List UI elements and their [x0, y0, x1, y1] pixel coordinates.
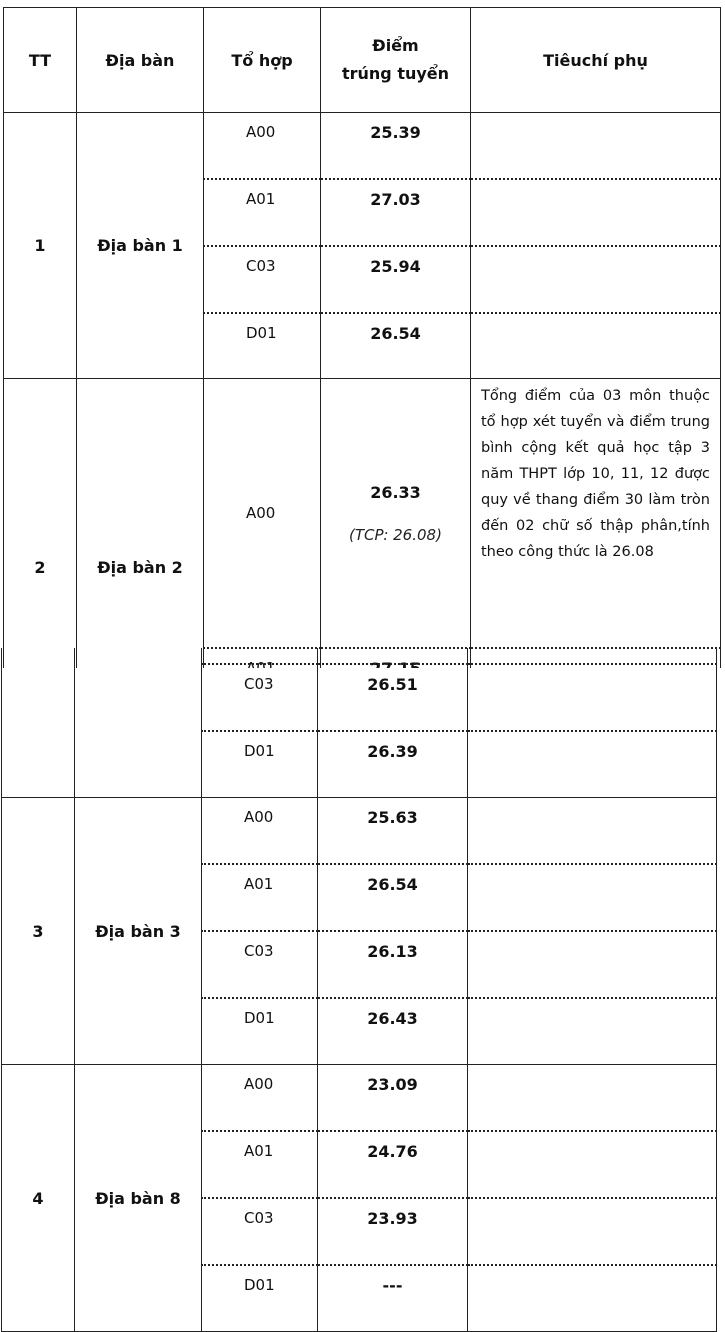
row-tt: 4 [2, 1065, 75, 1332]
row-tieu-chi: Tổng điểm của 03 môn thuộc tổ hợp xét tuyển và điểm trung bình cộng kết quả học tập 3 năm THPT lớp 10, 11, 12 được quy về thang điểm 30 làm tròn đến 02 chữ số thập phân,tính theo công thức là 26.08 [471, 379, 721, 649]
row-dia-ban: Địa bàn 2 [77, 379, 204, 757]
score-table [3, 7, 721, 756]
row-diem: 26.43 [318, 998, 468, 1065]
row-to-hop: A01 [202, 1131, 318, 1198]
row-to-hop: A01 [204, 179, 321, 246]
row-diem: 26.39 [318, 731, 468, 798]
row-to-hop: A01 [202, 864, 318, 931]
row-tieu-chi [468, 798, 717, 865]
row-to-hop: D01 [202, 731, 318, 798]
row-tieu-chi [471, 246, 721, 313]
row-diem: 26.54 [318, 864, 468, 931]
row-diem: 23.09 [318, 1065, 468, 1132]
row-tieu-chi [468, 998, 717, 1065]
row-diem-value: 26.33 [370, 482, 421, 502]
table-row [4, 113, 721, 180]
row-tieu-chi [468, 731, 717, 798]
row-tcp: (TCP: 26.08) [349, 525, 442, 544]
row-tieu-chi [471, 313, 721, 379]
row-diem: 25.63 [318, 798, 468, 865]
table-row [4, 379, 721, 649]
row-to-hop: C03 [202, 1198, 318, 1265]
row-to-hop: C03 [202, 931, 318, 998]
score-table-continued [1, 648, 717, 1332]
row-diem [321, 379, 471, 649]
row-dia-ban: Địa bàn 1 [77, 113, 204, 379]
row-to-hop: A00 [202, 1065, 318, 1132]
row-diem: 25.39 [321, 113, 471, 180]
row-dia-ban: Địa bàn 8 [75, 1065, 202, 1332]
row-tieu-chi [471, 179, 721, 246]
row-diem: 26.13 [318, 931, 468, 998]
row-diem: 25.94 [321, 246, 471, 313]
row-to-hop: A00 [202, 798, 318, 865]
row-diem: 26.54 [321, 313, 471, 379]
row-tieu-chi [468, 1265, 717, 1332]
row-to-hop: A00 [204, 379, 321, 649]
row-to-hop: D01 [202, 1265, 318, 1332]
header-diem [321, 8, 471, 113]
header-row [4, 8, 721, 113]
table-row [2, 1065, 717, 1132]
row-tieu-chi [468, 864, 717, 931]
row-to-hop: D01 [204, 313, 321, 379]
row-tieu-chi [468, 664, 717, 731]
header-dia-ban: Địa bàn [77, 8, 204, 113]
table-row-cut [2, 648, 717, 664]
row-to-hop: C03 [202, 664, 318, 731]
row-to-hop: C03 [204, 246, 321, 313]
table-row [2, 798, 717, 865]
header-diem-line1: Điểm [372, 36, 419, 55]
header-tt: TT [4, 8, 77, 113]
row-tieu-chi [468, 1065, 717, 1132]
table-section-bottom [0, 668, 725, 1295]
header-tieu-chi: Tiêuchí phụ [471, 8, 721, 113]
row-tt: 1 [4, 113, 77, 379]
header-to-hop: Tổ hợp [204, 8, 321, 113]
row-diem: --- [318, 1265, 468, 1332]
row-tt: 3 [2, 798, 75, 1065]
row-diem: 23.93 [318, 1198, 468, 1265]
row-tieu-chi [468, 1198, 717, 1265]
row-tieu-chi [468, 931, 717, 998]
row-tieu-chi [471, 113, 721, 180]
row-dia-ban: Địa bàn 3 [75, 798, 202, 1065]
row-to-hop: A00 [204, 113, 321, 180]
row-tieu-chi [468, 1131, 717, 1198]
row-tt: 2 [4, 379, 77, 757]
row-diem: 26.51 [318, 664, 468, 731]
row-diem: 24.76 [318, 1131, 468, 1198]
header-diem-line2: trúng tuyển [341, 64, 450, 83]
row-to-hop: D01 [202, 998, 318, 1065]
row-diem: 27.03 [321, 179, 471, 246]
